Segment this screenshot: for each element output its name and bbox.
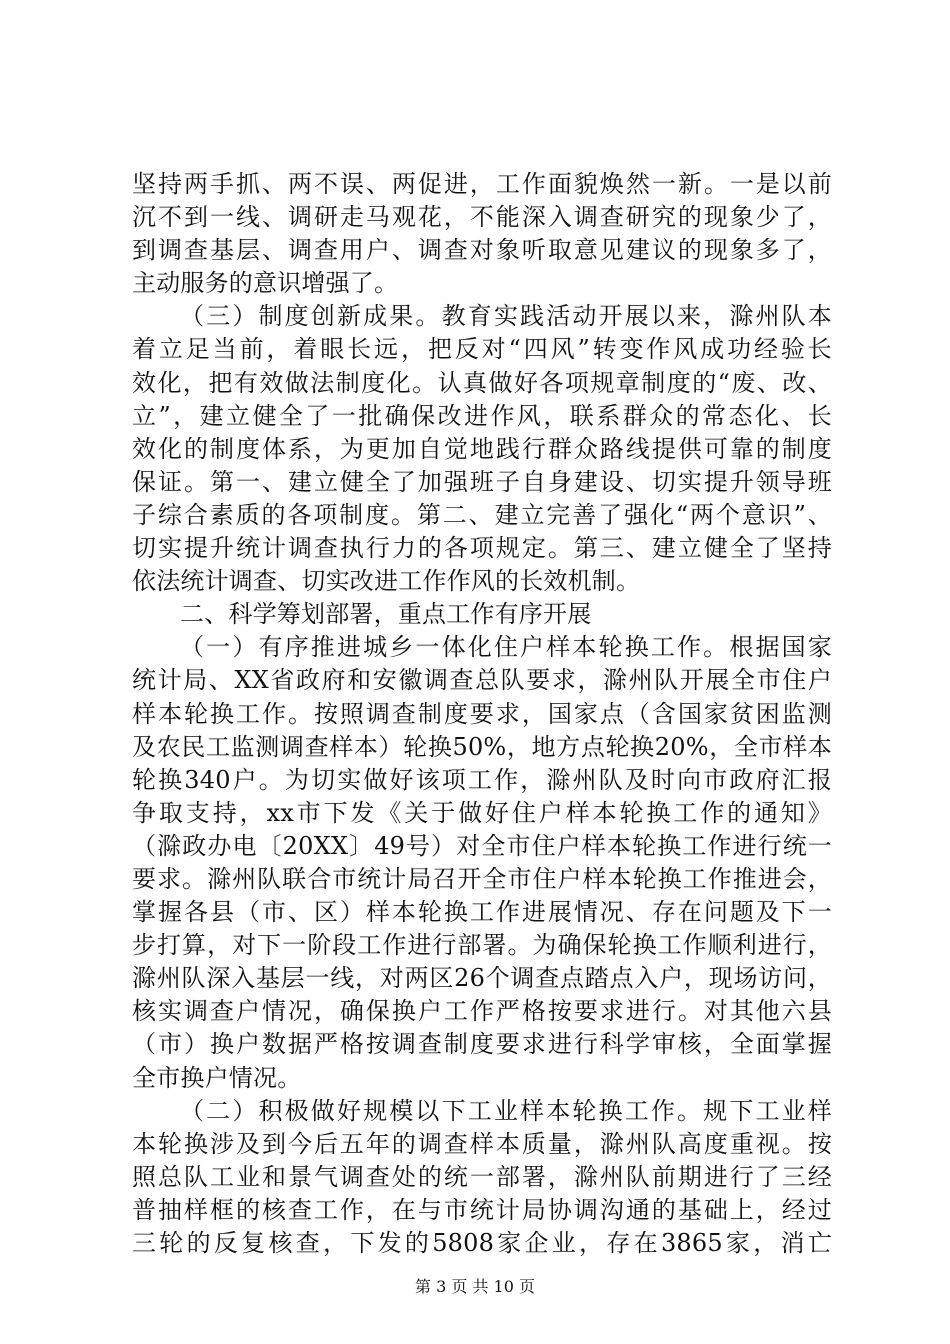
text-line: 照总队工业和景气调查处的统一部署，滁州队前期进行了三经	[132, 1162, 832, 1191]
text-line: （滁政办电〔20XX〕49号）对全市住户样本轮换工作进行统一	[132, 831, 832, 860]
page-footer	[0, 1277, 950, 1297]
text-line: 立”，建立健全了一批确保改进作风，联系群众的常态化、长	[132, 401, 832, 430]
text-line: 三轮的反复核查，下发的5808家企业，存在3865家，消亡	[132, 1229, 832, 1257]
text-line: 效化的制度体系，为更加自觉地践行群众路线提供可靠的制度	[132, 434, 832, 463]
text-line: 本轮换涉及到今后五年的调查样本质量，滁州队高度重视。按	[132, 1129, 832, 1158]
text-line: 效化，把有效做法制度化。认真做好各项规章制度的“废、改、	[132, 368, 832, 397]
text-line: 及农民工监测调查样本）轮换50%，地方点轮换20%，全市样本	[132, 732, 832, 761]
text-line: 核实调查户情况，确保换户工作严格按要求进行。对其他六县	[132, 997, 832, 1026]
text-line: （市）换户数据严格按调查制度要求进行科学审核，全面掌握	[132, 1030, 832, 1059]
text-line: 保证。第一、建立健全了加强班子自身建设、切实提升领导班	[132, 467, 832, 496]
text-line: 着立足当前，着眼长远，把反对“四风”转变作风成功经验长	[132, 335, 832, 364]
text-line: 掌握各县（市、区）样本轮换工作进展情况、存在问题及下一	[132, 898, 832, 927]
body-text	[132, 168, 832, 1260]
text-line: 坚持两手抓、两不误、两促进，工作面貌焕然一新。一是以前	[132, 170, 832, 198]
text-line: 统计局、XX省政府和安徽调查总队要求，滁州队开展全市住户	[132, 666, 832, 695]
text-line: 切实提升统计调查执行力的各项规定。第三、建立健全了坚持	[132, 534, 832, 563]
text-line: 到调查基层、调查用户、调查对象听取意见建议的现象多了，	[132, 236, 832, 265]
text-line: （一）有序推进城乡一体化住户样本轮换工作。根据国家	[180, 633, 832, 662]
text-line: 主动服务的意识增强了。	[132, 269, 399, 298]
text-line: 普抽样框的核查工作，在与市统计局协调沟通的基础上，经过	[132, 1195, 832, 1224]
text-line: 轮换340户。为切实做好该项工作，滁州队及时向市政府汇报	[132, 765, 832, 794]
text-line: 子综合素质的各项制度。第二、建立完善了强化“两个意识”、	[132, 500, 832, 529]
text-line: 全市换户情况。	[132, 1063, 302, 1092]
text-line: （三）制度创新成果。教育实践活动开展以来，滁州队本	[180, 302, 832, 331]
text-line: （二）积极做好规模以下工业样本轮换工作。规下工业样	[180, 1096, 832, 1125]
text-line: 沉不到一线、调研走马观花，不能深入调查研究的现象少了，	[132, 203, 832, 232]
text-line: 争取支持，xx市下发《关于做好住户样本轮换工作的通知》	[132, 798, 832, 827]
text-line: 滁州队深入基层一线，对两区26个调查点踏点入户，现场访问，	[132, 964, 832, 993]
text-line: 要求。滁州队联合市统计局召开全市住户样本轮换工作推进会，	[132, 864, 832, 893]
text-line: 依法统计调查、切实改进工作作风的长效机制。	[132, 567, 641, 596]
text-line: 步打算，对下一阶段工作进行部署。为确保轮换工作顺利进行，	[132, 931, 832, 960]
text-line: 样本轮换工作。按照调查制度要求，国家点（含国家贫困监测	[132, 699, 832, 728]
text-line: 二、科学筹划部署，重点工作有序开展	[180, 600, 592, 629]
page-number: 第 3 页 共 10 页	[415, 1277, 535, 1296]
